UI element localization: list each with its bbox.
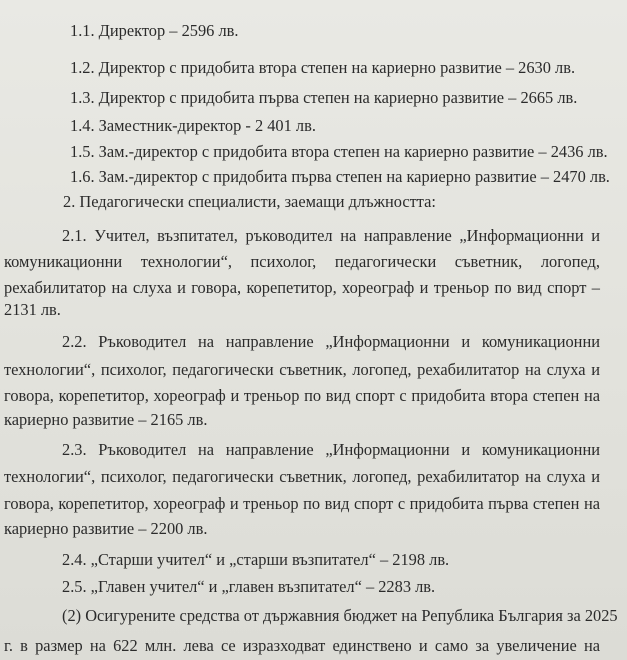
para-2-1-line-2: комуникационни технологии“, психолог, педагогически съветник, логопед,	[4, 252, 600, 271]
item-1-4: 1.4. Заместник-директор - 2 401 лв.	[70, 116, 316, 135]
para-2-2-line-3: говора, корепетитор, хореограф и треньор по вид спорт с придобита втора степен на	[4, 386, 600, 405]
item-2-5: 2.5. „Главен учител“ и „главен възпитател“ – 2283 лв.	[62, 577, 436, 596]
para-2-1-line-4: 2131 лв.	[4, 300, 61, 319]
para-2-1-line-3: рехабилитатор на слуха и говора, корепетитор, хореограф и треньор по вид спорт –	[4, 278, 600, 297]
item-1-5: 1.5. Зам.-директор с придобита втора степен на кариерно развитие – 2436 лв.	[70, 142, 608, 161]
para-final-line-2: г. в размер на 622 млн. лева се изразходват единствено и само за увеличение на	[4, 636, 600, 655]
section-2-heading: 2. Педагогически специалисти, заемащи длъжността:	[63, 192, 436, 211]
para-2-1-line-1: 2.1. Учител, възпитател, ръководител на направление „Информационни и	[62, 226, 600, 245]
para-2-3-line-3: говора, корепетитор, хореограф и треньор по вид спорт с придобита първа степен на	[4, 494, 600, 513]
para-2-2-line-4: кариерно развитие – 2165 лв.	[4, 410, 208, 429]
item-2-4: 2.4. „Старши учител“ и „старши възпитател“ – 2198 лв.	[62, 550, 450, 569]
para-2-2-line-2: технологии“, психолог, педагогически съветник, логопед, рехабилитатор на слуха и	[4, 360, 600, 379]
item-1-3: 1.3. Директор с придобита първа степен на кариерно развитие – 2665 лв.	[70, 88, 578, 107]
para-2-3-line-4: кариерно развитие – 2200 лв.	[4, 519, 208, 538]
para-2-3-line-2: технологии“, психолог, педагогически съветник, логопед, рехабилитатор на слуха и	[4, 467, 600, 486]
para-final-line-1: (2) Осигурените средства от държавния бюджет на Република България за 2025	[62, 606, 618, 625]
item-1-6: 1.6. Зам.-директор с придобита първа степен на кариерно развитие – 2470 лв.	[70, 167, 610, 186]
item-1-2: 1.2. Директор с придобита втора степен на кариерно развитие – 2630 лв.	[70, 58, 576, 77]
item-1-1: 1.1. Директор – 2596 лв.	[70, 21, 239, 40]
para-2-2-line-1: 2.2. Ръководител на направление „Информационни и комуникационни	[62, 332, 600, 351]
para-2-3-line-1: 2.3. Ръководител на направление „Информационни и комуникационни	[62, 440, 600, 459]
